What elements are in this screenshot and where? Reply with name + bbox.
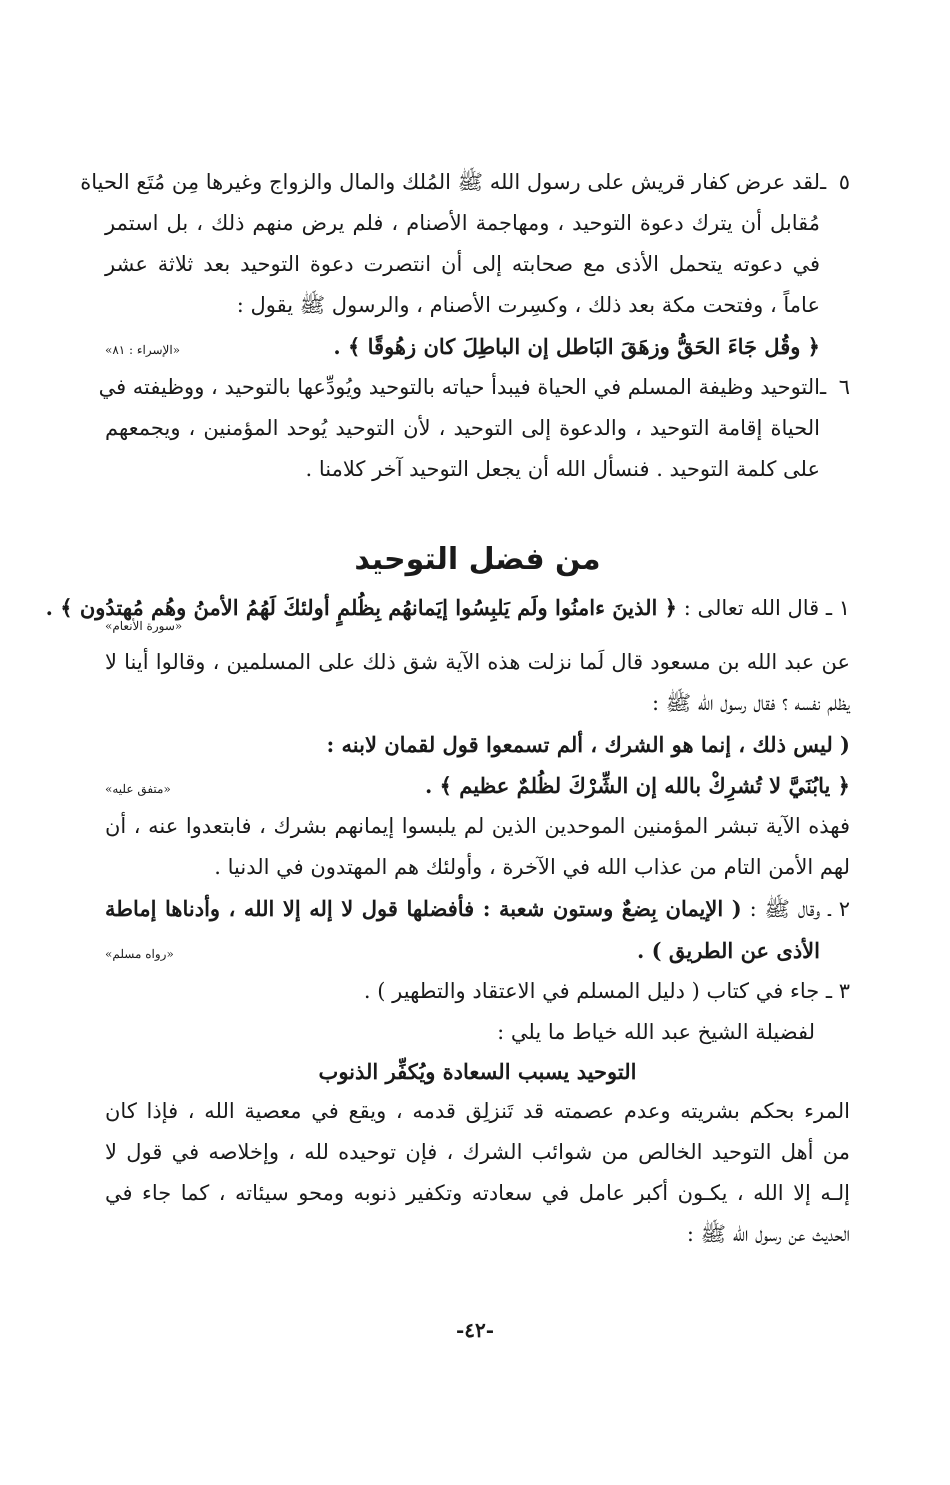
item-number: ٦ ـ [820,375,850,399]
item-number: ١ ـ [825,596,850,620]
item-1 [45,587,850,888]
text-line: الحياة إقامة التوحيد ، والدعوة إلى التوحيد ، لأن التوحيد يُوحد المؤمنين ، ويجمعهم [105,416,820,440]
paragraph-6 [98,367,850,490]
hadith-text-end: الأذى عن الطريق ) . [636,938,820,963]
item-number: ٥ ـ [820,170,850,194]
text-line: إلـه إلا الله ، يكـون أكبر عامل في سعادته وتكفير ذنوبه ومحو سيئاته ، كما جاء في [105,1181,850,1205]
item-number: ٢ ـ [828,897,850,921]
text-line: مُقابل أن يترك دعوة التوحيد ، ومهاجمة الأصنام ، فلم يرض منهم ذلك ، بل استمر [105,211,820,235]
text-line: من أهل التوحيد الخالص من شوائب الشرك ، فإن توحيده لله ، وإخلاصه في قول لا [105,1140,850,1164]
section-heading: من فضل التوحيد [354,542,601,577]
item-number: ٣ ـ [825,979,850,1003]
quran-verse: ﴿ الذينَ ءامنُوا ولَم يَلبِسُوا إيَمانهُم بِظُلمٍ أولئكَ لَهُمُ الأمنُ وهُم مُهتدُون ﴾ . [45,595,677,620]
hadith-reference: «رواه مسلم» [105,947,174,961]
text-line: على كلمة التوحيد . فنسأل الله أن يجعل التوحيد آخر كلامنا . [305,457,820,481]
quran-verse: ﴿ وقُل جَاءَ الحَقُّ وزهَقَ البَاطل إن الباطِلَ كان زهُوقًا ﴾ . [333,334,820,359]
sub-heading: التوحيد يسبب السعادة ويُكفِّر الذنوب [318,1059,637,1084]
text-line: في دعوته يتحمل الأذى مع صحابته إلى أن انتصرت دعوة التوحيد بعد ثلاثة عشر [105,252,820,276]
item-2 [105,888,850,971]
text-line: لهم الأمن التام من عذاب الله في الآخرة ، وأولئك هم المهتدون في الدنيا . [214,855,850,879]
text-line: عاماً ، وفتحت مكة بعد ذلك ، وكسِرت الأصنام ، والرسول ﷺ يقول : [236,293,820,317]
text-line: جاء في كتاب ( دليل المسلم في الاعتقاد والتطهير ) . [363,979,820,1003]
intro-text: وقال ﷺ : [749,897,821,921]
text-line: لقد عرض كفار قريش على رسول الله ﷺ المُلك والمال والزواج وغيرها مِن مُتَع الحياة [80,170,820,194]
hadith-text: ( الإيمان بِضعٌ وستون شعبة : فأفضلها قول لا إله إلا الله ، وأدناها إماطة [105,896,742,921]
verse-reference: «سورة الأنعام» [105,619,183,633]
text-line: عن عبد الله بن مسعود قال لَما نزلت هذه الآية شق ذلك على المسلمين ، وقالوا أينا لا [105,650,850,674]
text-line: التوحيد وظيفة المسلم في الحياة فيبدأ حياته بالتوحيد ويُودِّعها بالتوحيد ، ووظيفته في [98,375,820,399]
text-line: فهذه الآية تبشر المؤمنين الموحدين الذين لم يلبسوا إيمانهم بشرك ، فابتعدوا عنه ، أن [105,814,850,838]
text-line: الحديث عن رسول الله ﷺ : [686,1222,850,1246]
text-line: المرء بحكم بشريته وعدم عصمته قد تَنزلِق قدمه ، ويقع في معصية الله ، فإذا كان [105,1099,850,1123]
paragraph-5 [80,162,850,367]
text-line: يظلم نفسه ؟ فقال رسول الله ﷺ : [651,691,850,715]
intro-text: قال الله تعالى : [683,596,820,620]
page-number: -٤٢- [455,1318,495,1342]
quran-verse: ﴿ يابُنَيَّ لا تُشرِكْ بالله إن الشِّرْكَ لظُلمٌ عظيم ﴾ . [424,773,850,798]
page-body [45,162,850,1255]
item-3 [105,971,850,1255]
hadith-reference: «متفق عليه» [105,782,171,796]
verse-reference: «الإسراء : ٨١» [105,343,181,357]
text-line: لفضيلة الشيخ عبد الله خياط ما يلي : [497,1020,815,1044]
hadith-quote: ( ليس ذلك ، إنما هو الشرك ، ألم تسمعوا قول لقمان لابنه : [326,732,850,757]
